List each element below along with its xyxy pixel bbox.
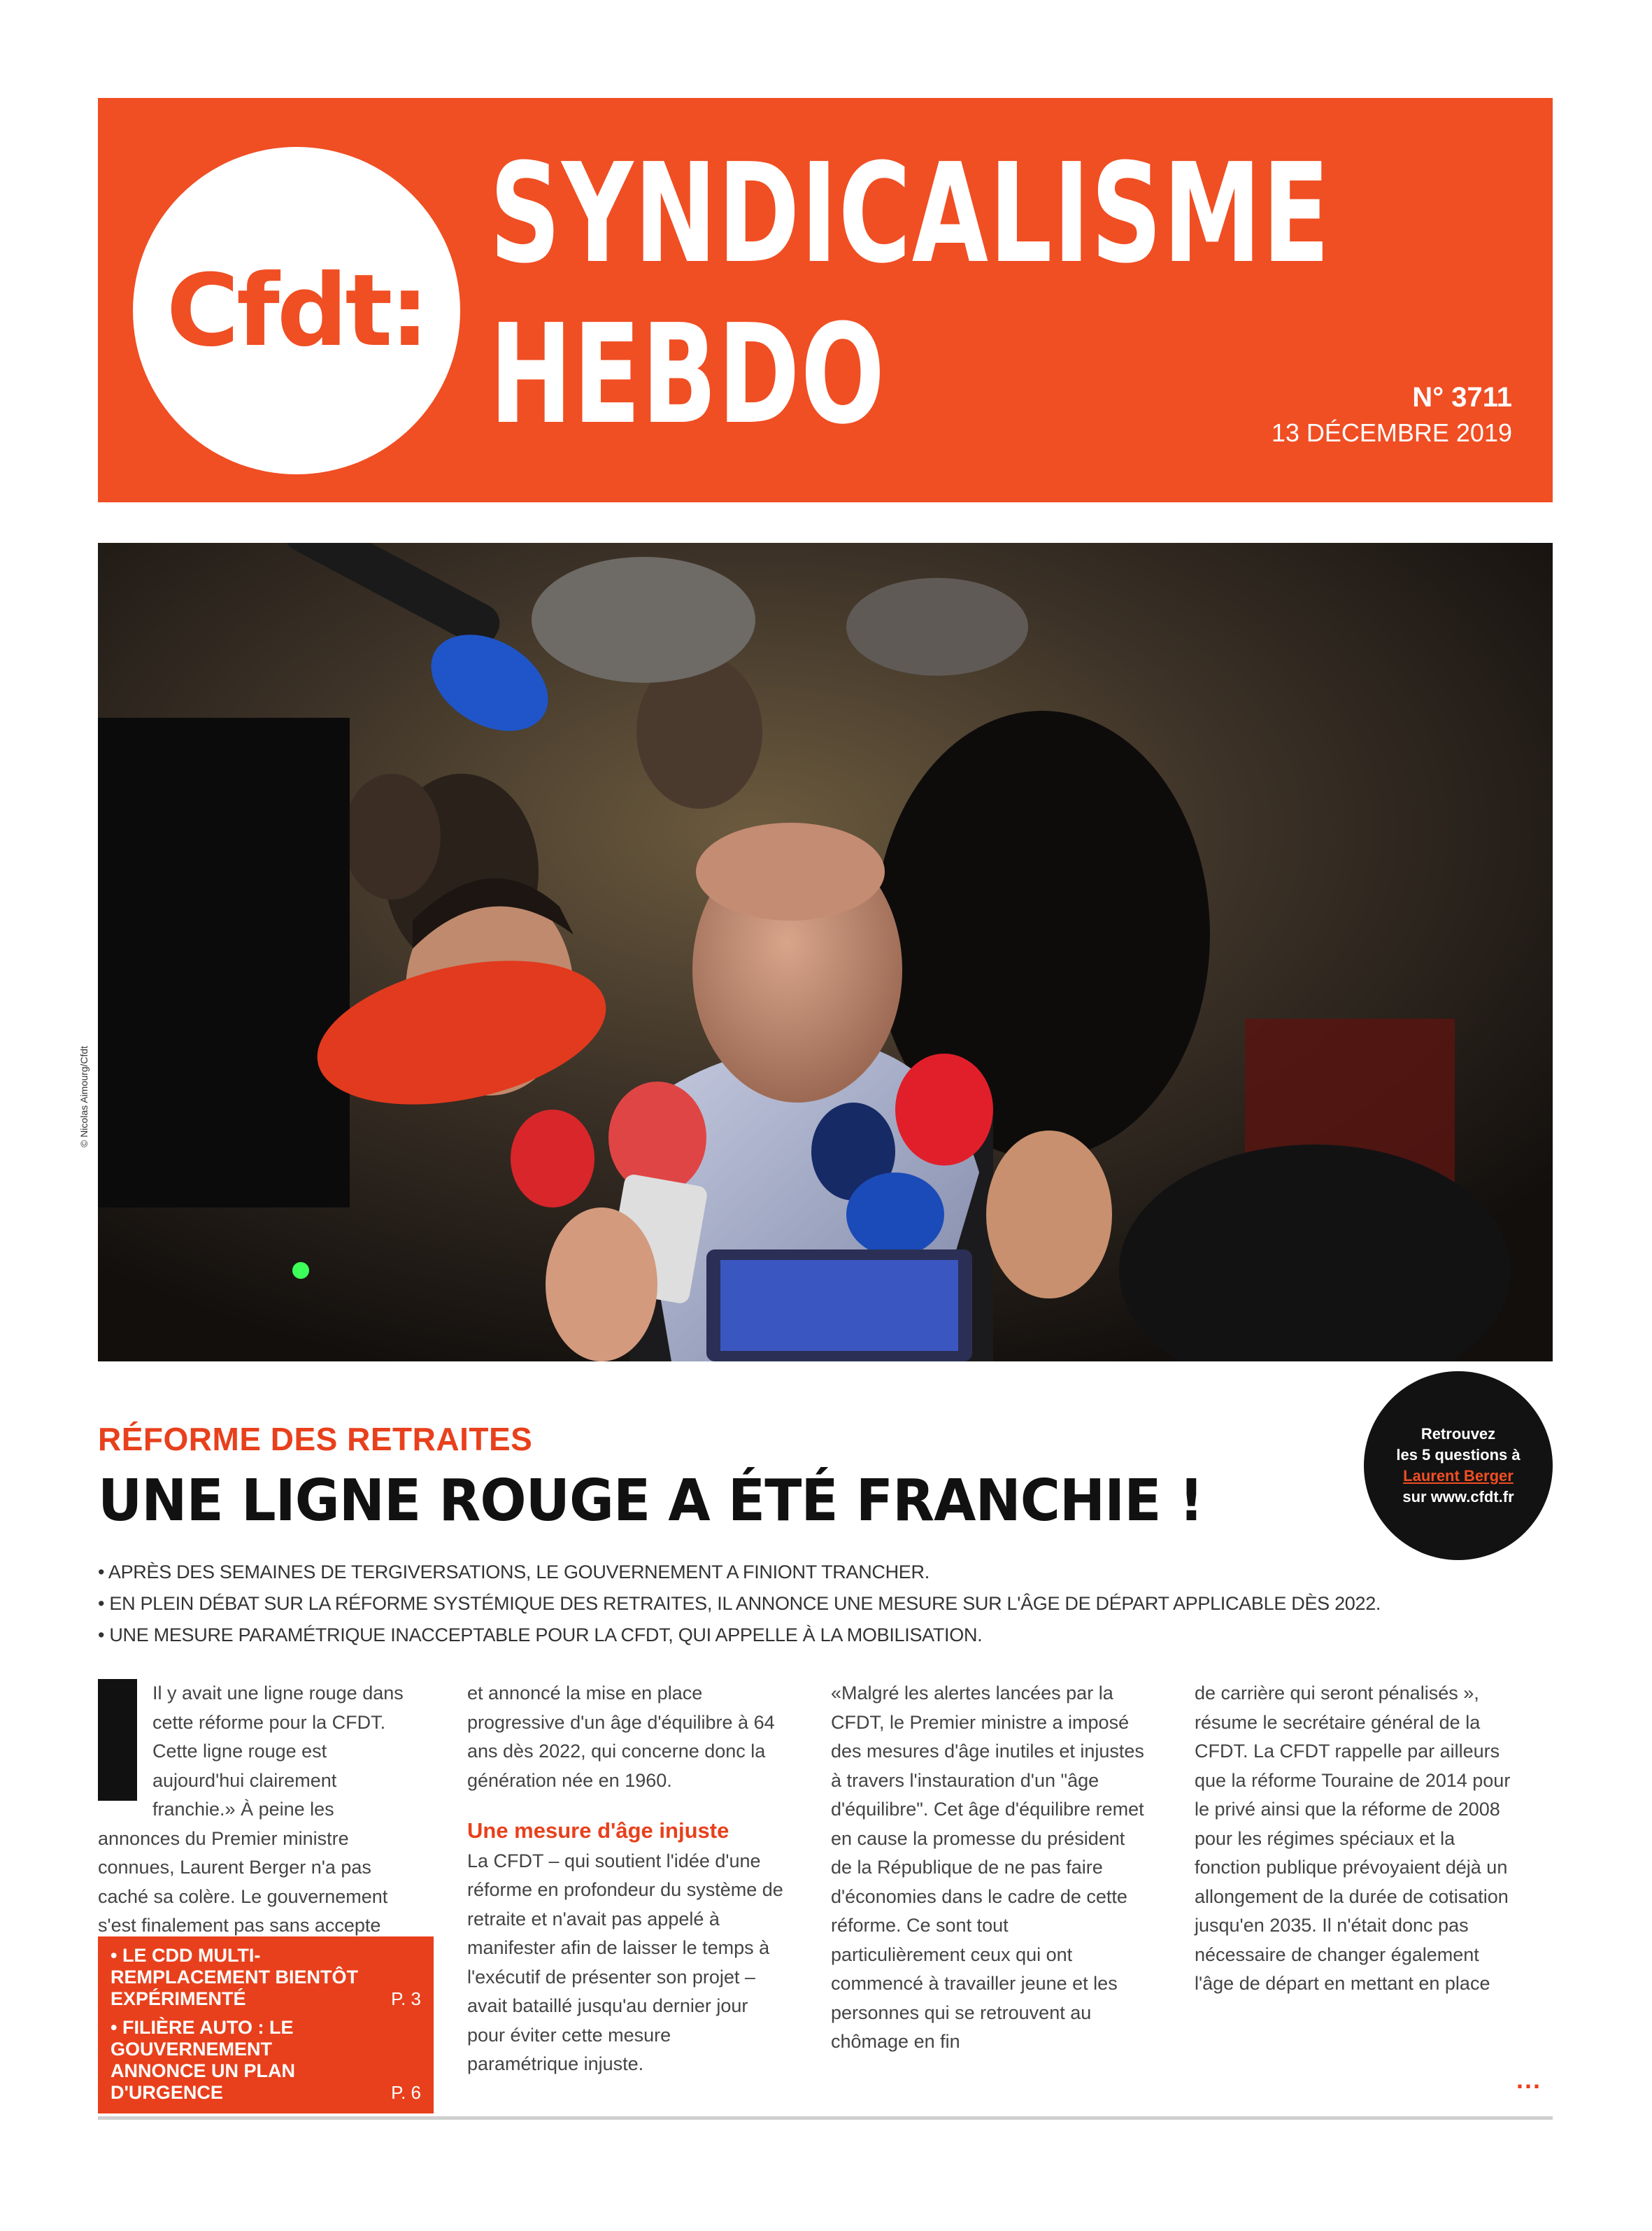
cover-photo (98, 543, 1553, 1361)
column-text: et annoncé la mise en place progressive d'un âge d'équilibre à 64 ans dès 2022, qui concerne donc la génération née en 1960. (467, 1683, 775, 1791)
column-text: de carrière qui seront pénalisés », résume le secrétaire général de la CFDT. La CFDT rappelle par ailleurs que la réforme Touraine de 2014 pour le privé ainsi que la réforme de 2008 pour les régimes spéciaux et la fonction publique prévoyaient déjà un allongement de la durée de cotisation jusqu'en 2035. Il n'était donc pas nécessaire de changer également l'âge de départ en mettant en place (1195, 1683, 1511, 1994)
drop-cap-bar (98, 1679, 137, 1801)
article-column-4 (1195, 1679, 1511, 1999)
publication-title-line2: HEBDO (490, 295, 886, 455)
teaser-title: • FILIÈRE AUTO : LE GOUVERNEMENT ANNONCE UN PLAN D'URGENCE (111, 2017, 296, 2103)
column-text: La CFDT – qui soutient l'idée d'une réforme en profondeur du système de retraite et n'avait pas appelé à manifester afin de laisser le temps à l'exécutif de présenter son projet – avait bataillé jusqu'au dernier jour pour éviter cette mesure paramétrique injuste. (467, 1850, 783, 2074)
teaser-item[interactable] (111, 1945, 421, 2010)
continued-indicator: ... (1516, 2065, 1542, 2094)
article-column-2 (467, 1679, 783, 2079)
summary-bullet: • UNE MESURE PARAMÉTRIQUE INACCEPTABLE POUR LA CFDT, QUI APPELLE À LA MOBILISATION. (98, 1624, 983, 1645)
article-headline: UNE LIGNE ROUGE A ÉTÉ FRANCHIE ! (98, 1468, 1204, 1534)
summary-bullet: • EN PLEIN DÉBAT SUR LA RÉFORME SYSTÉMIQUE DES RETRAITES, IL ANNONCE UNE MESURE SUR L'ÂGE DE DÉPART APPLICABLE DÈS 2022. (98, 1593, 1381, 1614)
teaser-box (98, 1936, 434, 2113)
logo-text: Cfdt: (166, 253, 427, 369)
article-column-3 (831, 1679, 1147, 2057)
teaser-page: P. 3 (391, 1988, 421, 2009)
masthead (98, 98, 1553, 502)
promo-badge[interactable] (1364, 1371, 1553, 1560)
issue-number: N° 3711 (1412, 382, 1512, 413)
column-text: «Malgré les alertes lancées par la CFDT, le Premier ministre a imposé des mesures d'âge inutiles et injustes à travers l'instauration d'un "âge d'équilibre". Cet âge d'équilibre remet en cause la promesse du président de la République de ne pas faire d'économies dans le cadre de cette réforme. Ce sont tout particulièrement ceux qui ont commencé à travailler jeune et les personnes qui se retrouvent au chômage en fin (831, 1683, 1144, 2052)
publication-title-line1: SYNDICALISME (490, 134, 1331, 294)
teaser-item[interactable] (111, 2017, 421, 2104)
issue-date: 13 DÉCEMBRE 2019 (1271, 418, 1512, 447)
promo-line1: Retrouvez (1420, 1425, 1496, 1443)
article-summary-bullets (98, 1557, 1483, 1651)
cfdt-logo (133, 147, 460, 474)
column-text: Il y avait une ligne rouge dans cette réforme pour la CFDT. Cette ligne rouge est aujourd'hui clairement franchie.» À peine les annonces du Premier ministre connues, Laurent Berger n'a pas caché sa colère. Le gouvernement s'est finalement pas sans accepte (98, 1683, 404, 1936)
footer-divider (98, 2116, 1553, 2120)
promo-line2: les 5 questions à (1396, 1446, 1521, 1464)
teaser-title: • LE CDD MULTI-REMPLACEMENT BIENTÔT EXPÉRIMENTÉ (111, 1945, 358, 2009)
article-kicker: RÉFORME DES RETRAITES (98, 1421, 533, 1457)
article-subhead: Une mesure d'âge injuste (467, 1818, 729, 1843)
press-scrum-illustration (98, 543, 1553, 1361)
teaser-page: P. 6 (391, 2082, 421, 2103)
article-column-1 (98, 1679, 414, 1941)
photo-credit: © Nicolas Aimourg/Cfdt (78, 1046, 90, 1147)
summary-bullet: • APRÈS DES SEMAINES DE TERGIVERSATIONS, LE GOUVERNEMENT A FINIONT TRANCHER. (98, 1561, 930, 1582)
promo-line4: sur www.cfdt.fr (1402, 1488, 1514, 1506)
promo-highlight: Laurent Berger (1403, 1467, 1514, 1485)
